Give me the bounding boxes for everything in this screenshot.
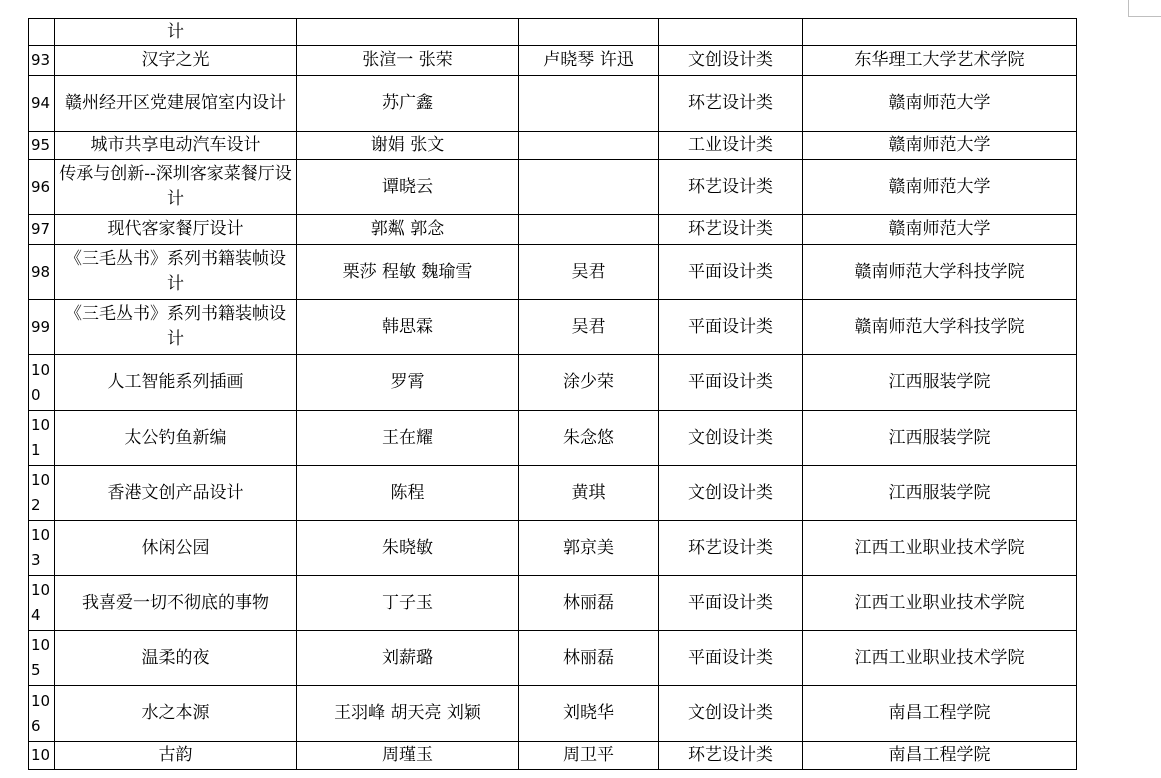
cell-category	[659, 19, 803, 46]
cell-advisor: 周卫平	[519, 742, 659, 770]
cell-category: 平面设计类	[659, 355, 803, 411]
cell-authors: 谢娟 张文	[297, 132, 519, 160]
cell-category: 环艺设计类	[659, 160, 803, 215]
cell-category: 文创设计类	[659, 46, 803, 76]
cell-title: 香港文创产品设计	[55, 466, 297, 521]
cell-title: 温柔的夜	[55, 631, 297, 686]
cell-authors: 陈程	[297, 466, 519, 521]
cell-school: 赣南师范大学	[803, 215, 1077, 245]
cell-num: 93	[29, 46, 55, 76]
table-row	[29, 521, 1077, 576]
cell-school: 赣南师范大学科技学院	[803, 245, 1077, 300]
cell-authors: 刘薪璐	[297, 631, 519, 686]
cell-title: 水之本源	[55, 686, 297, 742]
table-row	[29, 742, 1077, 770]
cell-authors	[297, 19, 519, 46]
cell-num: 106	[29, 686, 55, 742]
table-row	[29, 411, 1077, 466]
cell-advisor	[519, 160, 659, 215]
cell-title: 汉字之光	[55, 46, 297, 76]
cell-advisor: 吴君	[519, 300, 659, 355]
cell-advisor	[519, 19, 659, 46]
cell-category: 环艺设计类	[659, 76, 803, 132]
cell-advisor	[519, 76, 659, 132]
cell-authors: 罗霄	[297, 355, 519, 411]
cell-advisor: 朱念悠	[519, 411, 659, 466]
cell-authors: 张渲一 张荣	[297, 46, 519, 76]
cell-title: 赣州经开区党建展馆室内设计	[55, 76, 297, 132]
table-row	[29, 132, 1077, 160]
cell-school: 赣南师范大学科技学院	[803, 300, 1077, 355]
cell-title: 《三毛丛书》系列书籍装帧设计	[55, 245, 297, 300]
cell-authors: 王在耀	[297, 411, 519, 466]
cell-advisor: 刘晓华	[519, 686, 659, 742]
cell-num: 96	[29, 160, 55, 215]
cell-num: 97	[29, 215, 55, 245]
cell-category: 文创设计类	[659, 686, 803, 742]
cell-school	[803, 19, 1077, 46]
cell-num: 100	[29, 355, 55, 411]
cell-category: 文创设计类	[659, 411, 803, 466]
cell-authors: 丁子玉	[297, 576, 519, 631]
cell-authors: 栗莎 程敏 魏瑜雪	[297, 245, 519, 300]
cell-num: 103	[29, 521, 55, 576]
cell-category: 环艺设计类	[659, 521, 803, 576]
table-row	[29, 19, 1077, 46]
table-body	[29, 19, 1077, 770]
cell-title: 传承与创新--深圳客家菜餐厅设计	[55, 160, 297, 215]
cell-num: 102	[29, 466, 55, 521]
cell-advisor	[519, 215, 659, 245]
cell-title: 城市共享电动汽车设计	[55, 132, 297, 160]
cell-num	[29, 19, 55, 46]
cell-advisor: 郭京美	[519, 521, 659, 576]
table-row	[29, 466, 1077, 521]
cell-authors: 王羽峰 胡天亮 刘颖	[297, 686, 519, 742]
cell-advisor: 卢晓琴 许迅	[519, 46, 659, 76]
cell-num: 105	[29, 631, 55, 686]
page-corner-mark	[1128, 0, 1161, 17]
cell-category: 平面设计类	[659, 245, 803, 300]
cell-title: 《三毛丛书》系列书籍装帧设计	[55, 300, 297, 355]
cell-school: 赣南师范大学	[803, 76, 1077, 132]
cell-num: 101	[29, 411, 55, 466]
cell-num: 10	[29, 742, 55, 770]
cell-category: 平面设计类	[659, 576, 803, 631]
table-row	[29, 576, 1077, 631]
table-row	[29, 46, 1077, 76]
cell-category: 工业设计类	[659, 132, 803, 160]
cell-category: 平面设计类	[659, 631, 803, 686]
cell-title: 现代客家餐厅设计	[55, 215, 297, 245]
cell-school: 江西服装学院	[803, 411, 1077, 466]
award-list-table	[28, 18, 1077, 770]
cell-title: 我喜爱一切不彻底的事物	[55, 576, 297, 631]
table-row	[29, 245, 1077, 300]
cell-authors: 谭晓云	[297, 160, 519, 215]
cell-title: 古韵	[55, 742, 297, 770]
cell-authors: 朱晓敏	[297, 521, 519, 576]
cell-school: 江西工业职业技术学院	[803, 576, 1077, 631]
cell-school: 东华理工大学艺术学院	[803, 46, 1077, 76]
cell-school: 赣南师范大学	[803, 160, 1077, 215]
table-row	[29, 160, 1077, 215]
table-row	[29, 76, 1077, 132]
cell-school: 江西工业职业技术学院	[803, 631, 1077, 686]
cell-school: 江西服装学院	[803, 355, 1077, 411]
cell-num: 99	[29, 300, 55, 355]
cell-advisor: 林丽磊	[519, 576, 659, 631]
cell-school: 江西工业职业技术学院	[803, 521, 1077, 576]
cell-num: 95	[29, 132, 55, 160]
cell-num: 94	[29, 76, 55, 132]
cell-title: 休闲公园	[55, 521, 297, 576]
cell-category: 环艺设计类	[659, 215, 803, 245]
cell-school: 南昌工程学院	[803, 686, 1077, 742]
cell-school: 南昌工程学院	[803, 742, 1077, 770]
cell-title: 计	[55, 19, 297, 46]
cell-authors: 周瑾玉	[297, 742, 519, 770]
cell-authors: 韩思霖	[297, 300, 519, 355]
cell-category: 平面设计类	[659, 300, 803, 355]
table-row	[29, 631, 1077, 686]
cell-category: 文创设计类	[659, 466, 803, 521]
cell-num: 98	[29, 245, 55, 300]
cell-advisor: 涂少荣	[519, 355, 659, 411]
cell-advisor	[519, 132, 659, 160]
cell-advisor: 黄琪	[519, 466, 659, 521]
cell-advisor: 林丽磊	[519, 631, 659, 686]
cell-category: 环艺设计类	[659, 742, 803, 770]
cell-school: 江西服装学院	[803, 466, 1077, 521]
cell-school: 赣南师范大学	[803, 132, 1077, 160]
cell-num: 104	[29, 576, 55, 631]
cell-title: 人工智能系列插画	[55, 355, 297, 411]
cell-title: 太公钓鱼新编	[55, 411, 297, 466]
table-row	[29, 300, 1077, 355]
cell-authors: 郭粼 郭念	[297, 215, 519, 245]
table-row	[29, 215, 1077, 245]
table-row	[29, 686, 1077, 742]
table-row	[29, 355, 1077, 411]
cell-authors: 苏广鑫	[297, 76, 519, 132]
cell-advisor: 吴君	[519, 245, 659, 300]
